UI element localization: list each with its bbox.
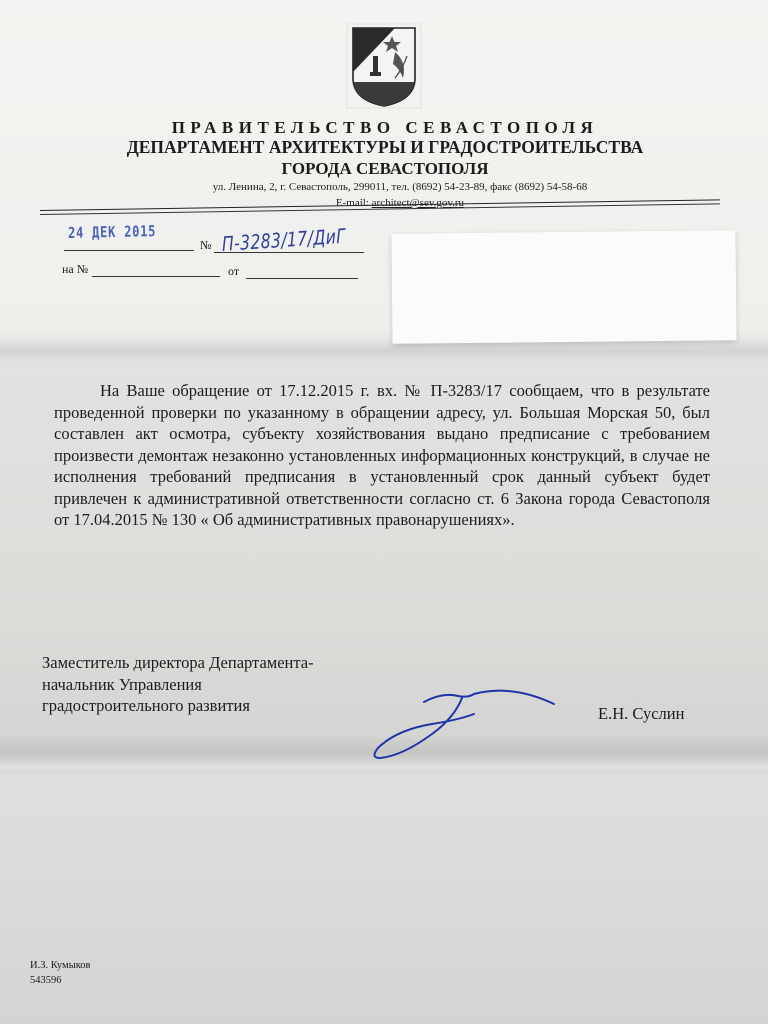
number-label: № xyxy=(200,238,212,252)
email-link[interactable]: architect@sev.gov.ru xyxy=(371,197,465,209)
registration-number: П-3283/17/ДиГ xyxy=(221,223,346,256)
number-line xyxy=(214,252,364,253)
executor-phone: 543596 xyxy=(30,975,62,986)
email-label: E-mail: xyxy=(335,197,372,209)
date-line xyxy=(64,250,194,251)
letter-body xyxy=(54,380,710,531)
header-address: ул. Ленина, 2, г. Севастополь, 299011, тел. (8692) 54-23-89, факс (8692) 54-58-68 xyxy=(212,181,588,193)
executor-name: И.З. Кумыков xyxy=(30,960,91,971)
ref-number-label: на № xyxy=(62,262,89,276)
handwritten-signature xyxy=(362,684,562,764)
signer-name: Е.Н. Суслин xyxy=(598,704,685,723)
executor-info xyxy=(30,958,91,988)
ref-date-line xyxy=(246,278,358,279)
redaction-paper xyxy=(391,230,736,344)
paper-fold xyxy=(0,340,768,362)
signer-title-line: Заместитель директора Департамента- xyxy=(42,653,314,672)
header-government: ПРАВИТЕЛЬСТВО СЕВАСТОПОЛЯ xyxy=(171,118,599,137)
ref-number-line xyxy=(92,276,220,277)
coat-of-arms-icon xyxy=(345,22,423,110)
signer-title xyxy=(42,652,314,717)
date-stamp: 24 ДЕК 2015 xyxy=(67,222,157,242)
signer-title-line: градостроительного развития xyxy=(42,696,250,715)
ref-date-label: от xyxy=(228,264,240,278)
header-city: ГОРОДА СЕВАСТОПОЛЯ xyxy=(281,159,489,178)
signer-title-line: начальник Управления xyxy=(42,674,202,694)
body-paragraph: На Ваше обращение от 17.12.2015 г. вх. № П-3283/17 сообщаем, что в результате проведенной проверки по указанному в обращении адресу, ул. Большая Морская 50, был составлен акт осмотра, субъекту хозяйствования выдано предписание с требованием произвести демонтаж незаконно установленных информационных конструкций, в случае не исполнения требований предписания в установленный срок данный субъект будет привлечен к административной ответственности согласно ст. 6 Закона города Севастополя от 17.04.2015 № 130 « Об административных правонарушениях». xyxy=(54,381,710,529)
header-department: ДЕПАРТАМЕНТ АРХИТЕКТУРЫ И ГРАДОСТРОИТЕЛЬСТВА xyxy=(126,137,644,157)
